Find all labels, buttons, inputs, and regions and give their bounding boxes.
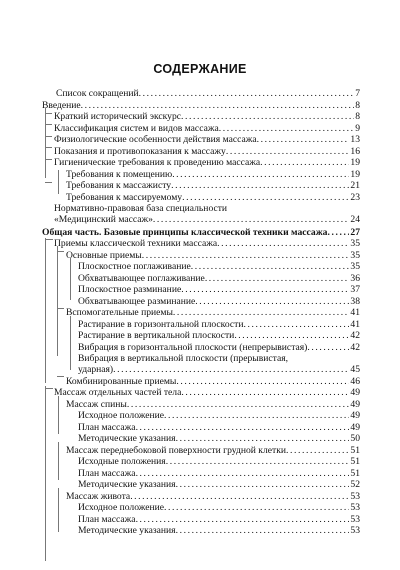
toc-entry[interactable]: Приемы классической техники массажа . . . 35: [42, 238, 360, 249]
toc-entry[interactable]: Исходное положение . . . 49: [42, 410, 360, 421]
toc-entry[interactable]: Плоскостное разминание . . . 37: [42, 284, 360, 295]
toc-entry[interactable]: Требования к помещению . . . 19: [42, 169, 360, 180]
toc-entry[interactable]: Растирание в вертикальной плоскости . . . 42: [42, 330, 360, 341]
toc-entry[interactable]: Общая часть. Базовые принципы классической техники массажа . . . 27: [42, 227, 360, 238]
toc-entry[interactable]: Гигиенические требования к проведению массажа . . . 19: [42, 157, 360, 168]
toc-entry[interactable]: План массажа . . . 51: [42, 468, 360, 479]
toc-entry[interactable]: Требования к массажисту . . . 21: [42, 180, 360, 191]
toc-entry[interactable]: Обхватывающее поглаживание . . . 36: [42, 273, 360, 284]
toc-entry[interactable]: Физиологические особенности действия массажа . . . 13: [42, 134, 360, 145]
toc-entry[interactable]: Классификация систем и видов массажа . . . 9: [42, 123, 360, 134]
page-title: СОДЕРЖАНИЕ: [153, 62, 247, 76]
toc-entry[interactable]: Вибрация в горизонтальной плоскости (непрерывистая) . . . 42: [42, 342, 360, 353]
toc-entry[interactable]: Растирание в горизонтальной плоскости . . . 41: [42, 319, 360, 330]
toc-entry[interactable]: Вибрация в вертикальной плоскости (прерывистая, ударная) . . . 45: [42, 353, 360, 376]
toc-entry[interactable]: Краткий исторический экскурс . . . 8: [42, 111, 360, 122]
toc-entry[interactable]: Нормативно-правовая база специальности «Медицинский массаж» . . . 24: [42, 203, 360, 226]
toc-entry[interactable]: Массаж отдельных частей тела . . . 49: [42, 387, 360, 398]
toc-entry[interactable]: Массаж живота . . . 53: [42, 491, 360, 502]
toc-entry[interactable]: План массажа . . . 53: [42, 514, 360, 525]
toc-entry[interactable]: Массаж спины . . . 49: [42, 399, 360, 410]
toc-entry[interactable]: Основные приемы . . . 35: [42, 250, 360, 261]
toc-entry[interactable]: Исходные положения . . . 51: [42, 456, 360, 467]
toc-entry[interactable]: Плоскостное поглаживание . . . 35: [42, 261, 360, 272]
toc-entry[interactable]: Показания и противопоказания к массажу . . . 16: [42, 146, 360, 157]
toc-entry[interactable]: Требования к массируемому . . . 23: [42, 192, 360, 203]
toc-entry[interactable]: Список сокращений . . . 7: [42, 88, 360, 99]
toc-entry[interactable]: Обхватывающее разминание . . . 38: [42, 296, 360, 307]
toc-entry[interactable]: Введение . . . 8: [42, 100, 360, 111]
toc-entry[interactable]: Массаж переднебоковой поверхности грудной клетки . . . 51: [42, 445, 360, 456]
toc-entry[interactable]: План массажа . . . 49: [42, 422, 360, 433]
toc-entry[interactable]: Методические указания . . . 50: [42, 433, 360, 444]
toc-entry[interactable]: Методические указания . . . 52: [42, 479, 360, 490]
toc-entry[interactable]: Комбинированные приемы . . . 46: [42, 376, 360, 387]
toc-entry[interactable]: Методические указания . . . 53: [42, 525, 360, 536]
toc-entry[interactable]: Исходное положение . . . 53: [42, 502, 360, 513]
toc-entry[interactable]: Вспомогательные приемы . . . 41: [42, 307, 360, 318]
